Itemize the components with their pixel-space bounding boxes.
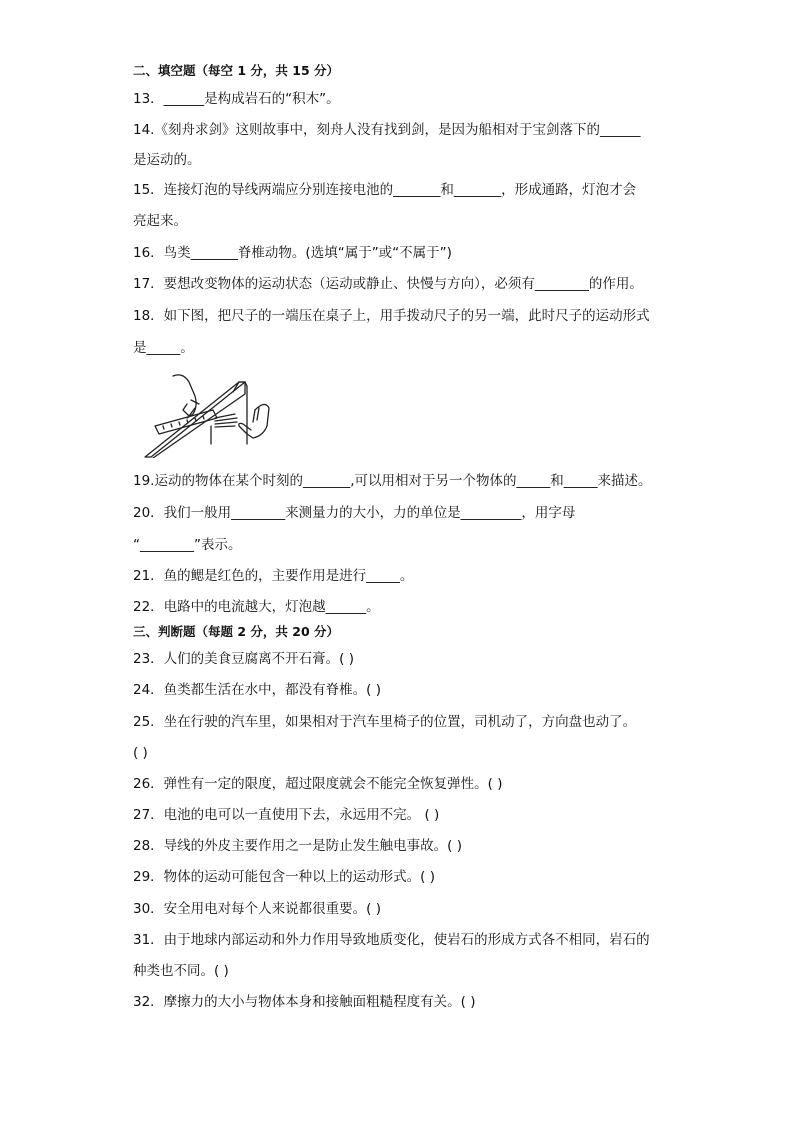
question-18-line-2: 是_____。 [133, 340, 194, 356]
question-14-line-2: 是运动的。 [133, 152, 201, 168]
question-20-line-2: “________”表示。 [133, 537, 242, 553]
question-20-line-1: 20．我们一般用________来测量力的大小，力的单位是_________，用字母 [133, 505, 576, 521]
question-15-line-2: 亮起来。 [133, 213, 187, 229]
question-15-line-1: 15．连接灯泡的导线两端应分别连接电池的_______和_______，形成通路，灯泡才会 [133, 182, 637, 198]
question-26: 26．弹性有一定的限度，超过限度就会不能完全恢复弹性。( ) [133, 776, 503, 792]
ruler-on-table-illustration [143, 374, 279, 458]
question-27: 27．电池的电可以一直使用下去，永远用不完。 ( ) [133, 807, 440, 823]
question-32: 32．摩擦力的大小与物体本身和接触面粗糙程度有关。( ) [133, 994, 476, 1010]
question-19: 19.运动的物体在某个时刻的_______,可以用相对于另一个物体的_____和_____来描述。 [133, 473, 652, 489]
section-heading-fill-blank: 二、填空题（每空 1 分，共 15 分） [133, 63, 340, 78]
question-17: 17．要想改变物体的运动状态（运动或静止、快慢与方向），必须有________的作用。 [133, 276, 643, 292]
question-21: 21．鱼的鳃是红色的，主要作用是进行_____。 [133, 568, 414, 584]
question-25-line-2: ( ) [133, 745, 148, 761]
question-29: 29．物体的运动可能包含一种以上的运动形式。( ) [133, 869, 436, 885]
question-23: 23．人们的美食豆腐离不开石膏。( ) [133, 651, 355, 667]
question-14-line-1: 14.《刻舟求剑》这则故事中，刻舟人没有找到剑，是因为船相对于宝剑落下的______ [133, 122, 641, 138]
section-heading-true-false: 三、判断题（每题 2 分，共 20 分） [133, 624, 340, 639]
question-31-line-2: 种类也不同。( ) [133, 963, 229, 979]
question-31-line-1: 31．由于地球内部运动和外力作用导致地质变化，使岩石的形成方式各不相同，岩石的 [133, 932, 650, 948]
question-18-line-1: 18．如下图，把尺子的一端压在桌子上，用手拨动尺子的另一端，此时尺子的运动形式 [133, 308, 650, 324]
question-22: 22．电路中的电流越大，灯泡越______。 [133, 599, 380, 615]
question-13: 13．______是构成岩石的“积木”。 [133, 91, 340, 107]
question-25-line-1: 25．坐在行驶的汽车里，如果相对于汽车里椅子的位置，司机动了，方向盘也动了。 [133, 714, 637, 730]
question-28: 28．导线的外皮主要作用之一是防止发生触电事故。( ) [133, 838, 463, 854]
question-30: 30．安全用电对每个人来说都很重要。( ) [133, 901, 382, 917]
question-24: 24．鱼类都生活在水中，都没有脊椎。( ) [133, 682, 382, 698]
question-16: 16．鸟类_______脊椎动物。(选填“属于”或“不属于”) [133, 245, 452, 261]
